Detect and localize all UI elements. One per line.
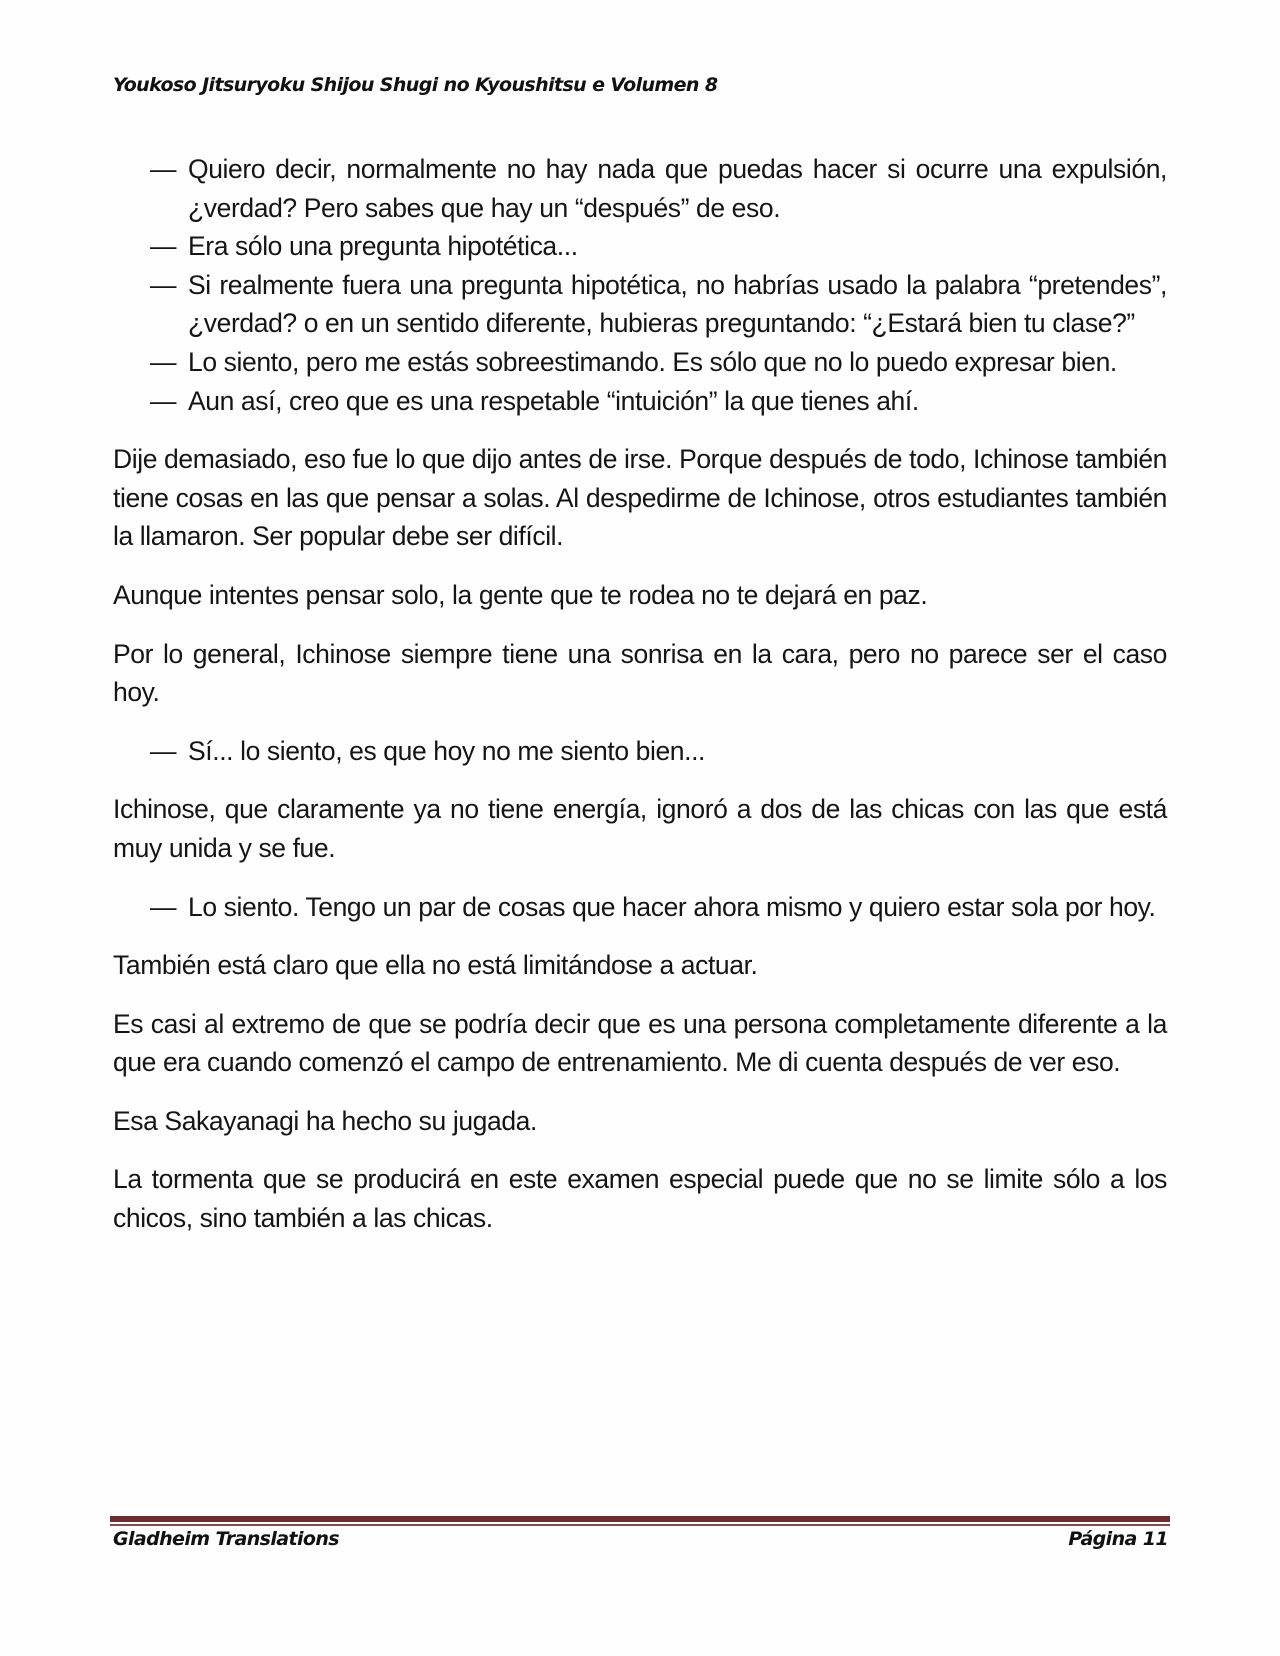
dialog-text: Lo siento, pero me estás sobreestimando. Es sólo que no lo puedo expresar bien.: [188, 346, 1117, 377]
em-dash: —: [150, 385, 177, 416]
dialog-line: [113, 343, 1167, 382]
paragraph: Es casi al extremo de que se podría decir que es una persona completamente diferente a la que era cuando comenzó el campo de entrenamiento. Me di cuenta después de ver eso.: [113, 1008, 1167, 1078]
page-body: [113, 150, 1167, 1258]
footer-rule-thin: [110, 1524, 1170, 1526]
dialog-line: [113, 266, 1167, 343]
dialog-text: Lo siento. Tengo un par de cosas que hacer ahora mismo y quiero estar sola por hoy.: [188, 891, 1156, 922]
dialog-line: [113, 227, 1167, 266]
dialog-line: [113, 732, 1167, 771]
running-header: Youkoso Jitsuryoku Shijou Shugi no Kyoushitsu e Volumen 8: [113, 74, 718, 96]
em-dash: —: [150, 154, 177, 184]
dialog-line: [113, 382, 1167, 421]
paragraph: Aunque intentes pensar solo, la gente que te rodea no te dejará en paz.: [113, 579, 928, 610]
em-dash: —: [150, 231, 177, 262]
paragraph: Por lo general, Ichinose siempre tiene una sonrisa en la cara, pero no parece ser el caso hoy.: [113, 638, 1167, 708]
em-dash: —: [150, 269, 177, 300]
dialog-block: [113, 732, 1167, 771]
dialog-text: Aun así, creo que es una respetable “intuición” la que tienes ahí.: [188, 385, 919, 416]
em-dash: —: [150, 346, 177, 377]
em-dash: —: [150, 891, 177, 922]
paragraph: Esa Sakayanagi ha hecho su jugada.: [113, 1105, 537, 1136]
dialog-line: [113, 888, 1167, 927]
paragraph: Dije demasiado, eso fue lo que dijo antes de irse. Porque después de todo, Ichinose también tiene cosas en las que pensar a solas. Al despedirme de Ichinose, otros estudiantes también la llamaron. Ser popular debe ser difícil.: [113, 444, 1167, 552]
dialog-line: [113, 150, 1167, 227]
paragraph: También está claro que ella no está limitándose a actuar.: [113, 950, 758, 981]
dialog-block: [113, 150, 1167, 420]
paragraph: Ichinose, que claramente ya no tiene energía, ignoró a dos de las chicas con las que está muy unida y se fue.: [113, 794, 1167, 863]
dialog-text: Era sólo una pregunta hipotética...: [188, 231, 578, 262]
dialog-block: [113, 888, 1167, 927]
footer-rule: [110, 1516, 1170, 1522]
footer-credit: Gladheim Translations: [113, 1528, 339, 1550]
dialog-text: Sí... lo siento, es que hoy no me siento bien...: [188, 735, 706, 766]
page-number: Página 11: [1068, 1528, 1168, 1550]
em-dash: —: [150, 735, 177, 766]
dialog-text: Quiero decir, normalmente no hay nada que puedas hacer si ocurre una expulsión, ¿verdad? Pero sabes que hay un “después” de eso.: [188, 154, 1167, 223]
paragraph: La tormenta que se producirá en este examen especial puede que no se limite sólo a los chicos, sino también a las chicas.: [113, 1164, 1167, 1234]
dialog-text: Si realmente fuera una pregunta hipotética, no habrías usado la palabra “pretendes”, ¿verdad? o en un sentido diferente, hubieras preguntando: “¿Estará bien tu clase?”: [188, 269, 1167, 339]
